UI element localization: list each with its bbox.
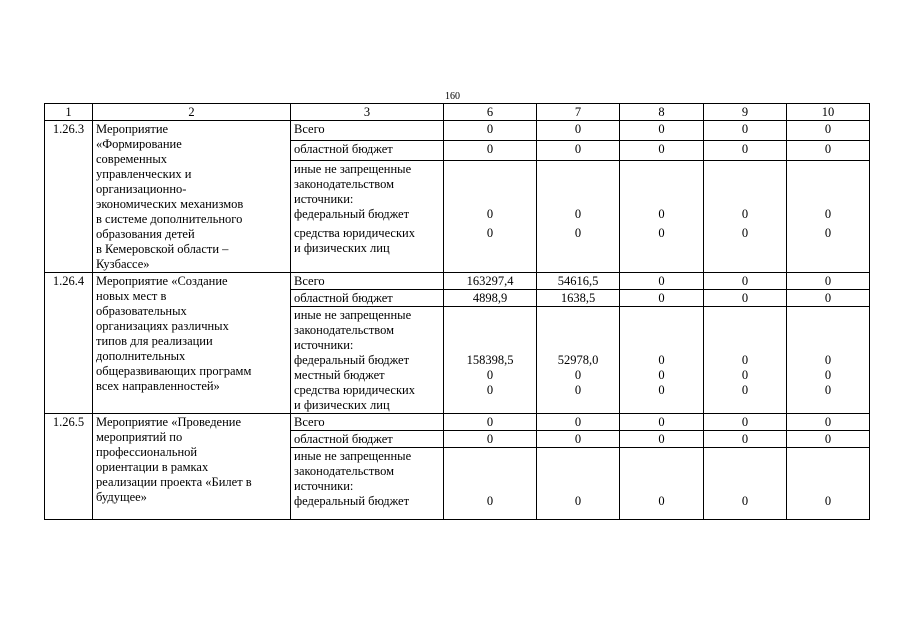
value-cell: 0 xyxy=(620,140,704,160)
budget-table xyxy=(44,103,870,520)
value-cell: 0 xyxy=(620,448,704,520)
header-cell: 8 xyxy=(620,104,704,121)
source-label: Всего xyxy=(291,414,444,431)
value-cell: 0 xyxy=(787,431,870,448)
value-cell: 0 xyxy=(444,121,537,141)
value-cell: 0 0 xyxy=(620,160,704,272)
value-cell: 0 xyxy=(444,448,537,520)
value-cell: 0 0 0 xyxy=(787,307,870,414)
value-cell: 0 0 xyxy=(537,160,620,272)
value-cell: 0 xyxy=(537,121,620,141)
value-cell: 0 xyxy=(787,273,870,290)
value-cell: 0 xyxy=(444,414,537,431)
value-cell: 0 xyxy=(537,414,620,431)
value-cell: 0 0 xyxy=(704,160,787,272)
value-cell: 0 xyxy=(620,431,704,448)
table-row xyxy=(45,121,870,141)
value-cell: 0 xyxy=(704,448,787,520)
source-label: областной бюджет xyxy=(291,290,444,307)
value-cell: 0 xyxy=(620,121,704,141)
value-cell: 4898,9 xyxy=(444,290,537,307)
value-cell: 0 xyxy=(537,448,620,520)
source-label: иные не запрещенные законодательством источники: федеральный бюджет средства юридических и физических лиц xyxy=(291,160,444,272)
header-cell: 6 xyxy=(444,104,537,121)
source-label: иные не запрещенные законодательством источники: федеральный бюджет xyxy=(291,448,444,520)
value-cell: 0 xyxy=(537,140,620,160)
value-cell: 0 xyxy=(704,414,787,431)
value-cell: 0 xyxy=(620,290,704,307)
value-cell: 0 xyxy=(620,273,704,290)
section-code: 1.26.4 xyxy=(45,273,93,414)
value-cell: 0 xyxy=(620,414,704,431)
value-cell: 0 xyxy=(444,431,537,448)
header-cell: 1 xyxy=(45,104,93,121)
value-cell: 54616,5 xyxy=(537,273,620,290)
header-row xyxy=(45,104,870,121)
value-cell: 0 xyxy=(537,431,620,448)
section-title: Мероприятие «Проведение мероприятий по профессиональной ориентации в рамках реализации проекта «Билет в будущее» xyxy=(93,414,291,520)
source-label: областной бюджет xyxy=(291,140,444,160)
value-cell: 0 xyxy=(704,121,787,141)
value-cell: 0 xyxy=(787,448,870,520)
source-label: областной бюджет xyxy=(291,431,444,448)
value-cell: 52978,0 0 0 xyxy=(537,307,620,414)
source-label: Всего xyxy=(291,273,444,290)
value-cell: 0 0 0 xyxy=(704,307,787,414)
value-cell: 0 0 xyxy=(787,160,870,272)
page-number: 160 xyxy=(445,91,460,102)
section-title: Мероприятие «Создание новых мест в образовательных организациях различных типов для реализации дополнительных общеразвивающих программ всех направленностей» xyxy=(93,273,291,414)
value-cell: 0 xyxy=(704,273,787,290)
header-cell: 9 xyxy=(704,104,787,121)
header-cell: 2 xyxy=(93,104,291,121)
value-cell: 0 xyxy=(787,121,870,141)
source-label: Всего xyxy=(291,121,444,141)
value-cell: 158398,5 0 0 xyxy=(444,307,537,414)
section-title: Мероприятие «Формирование современных управленческих и организационно- экономических механизмов в системе дополнительного образования детей в Кемеровской области – Кузбассе» xyxy=(93,121,291,273)
value-cell: 0 xyxy=(787,414,870,431)
value-cell: 0 0 0 xyxy=(620,307,704,414)
value-cell: 0 xyxy=(704,431,787,448)
table-row xyxy=(45,414,870,431)
header-cell: 10 xyxy=(787,104,870,121)
value-cell: 0 xyxy=(787,140,870,160)
section-code: 1.26.3 xyxy=(45,121,93,273)
table-row xyxy=(45,273,870,290)
section-code: 1.26.5 xyxy=(45,414,93,520)
header-cell: 7 xyxy=(537,104,620,121)
value-cell: 0 xyxy=(787,290,870,307)
source-label: иные не запрещенные законодательством источники: федеральный бюджет местный бюджет средства юридических и физических лиц xyxy=(291,307,444,414)
header-cell: 3 xyxy=(291,104,444,121)
value-cell: 0 0 xyxy=(444,160,537,272)
value-cell: 0 xyxy=(704,140,787,160)
value-cell: 0 xyxy=(704,290,787,307)
value-cell: 163297,4 xyxy=(444,273,537,290)
value-cell: 0 xyxy=(444,140,537,160)
value-cell: 1638,5 xyxy=(537,290,620,307)
